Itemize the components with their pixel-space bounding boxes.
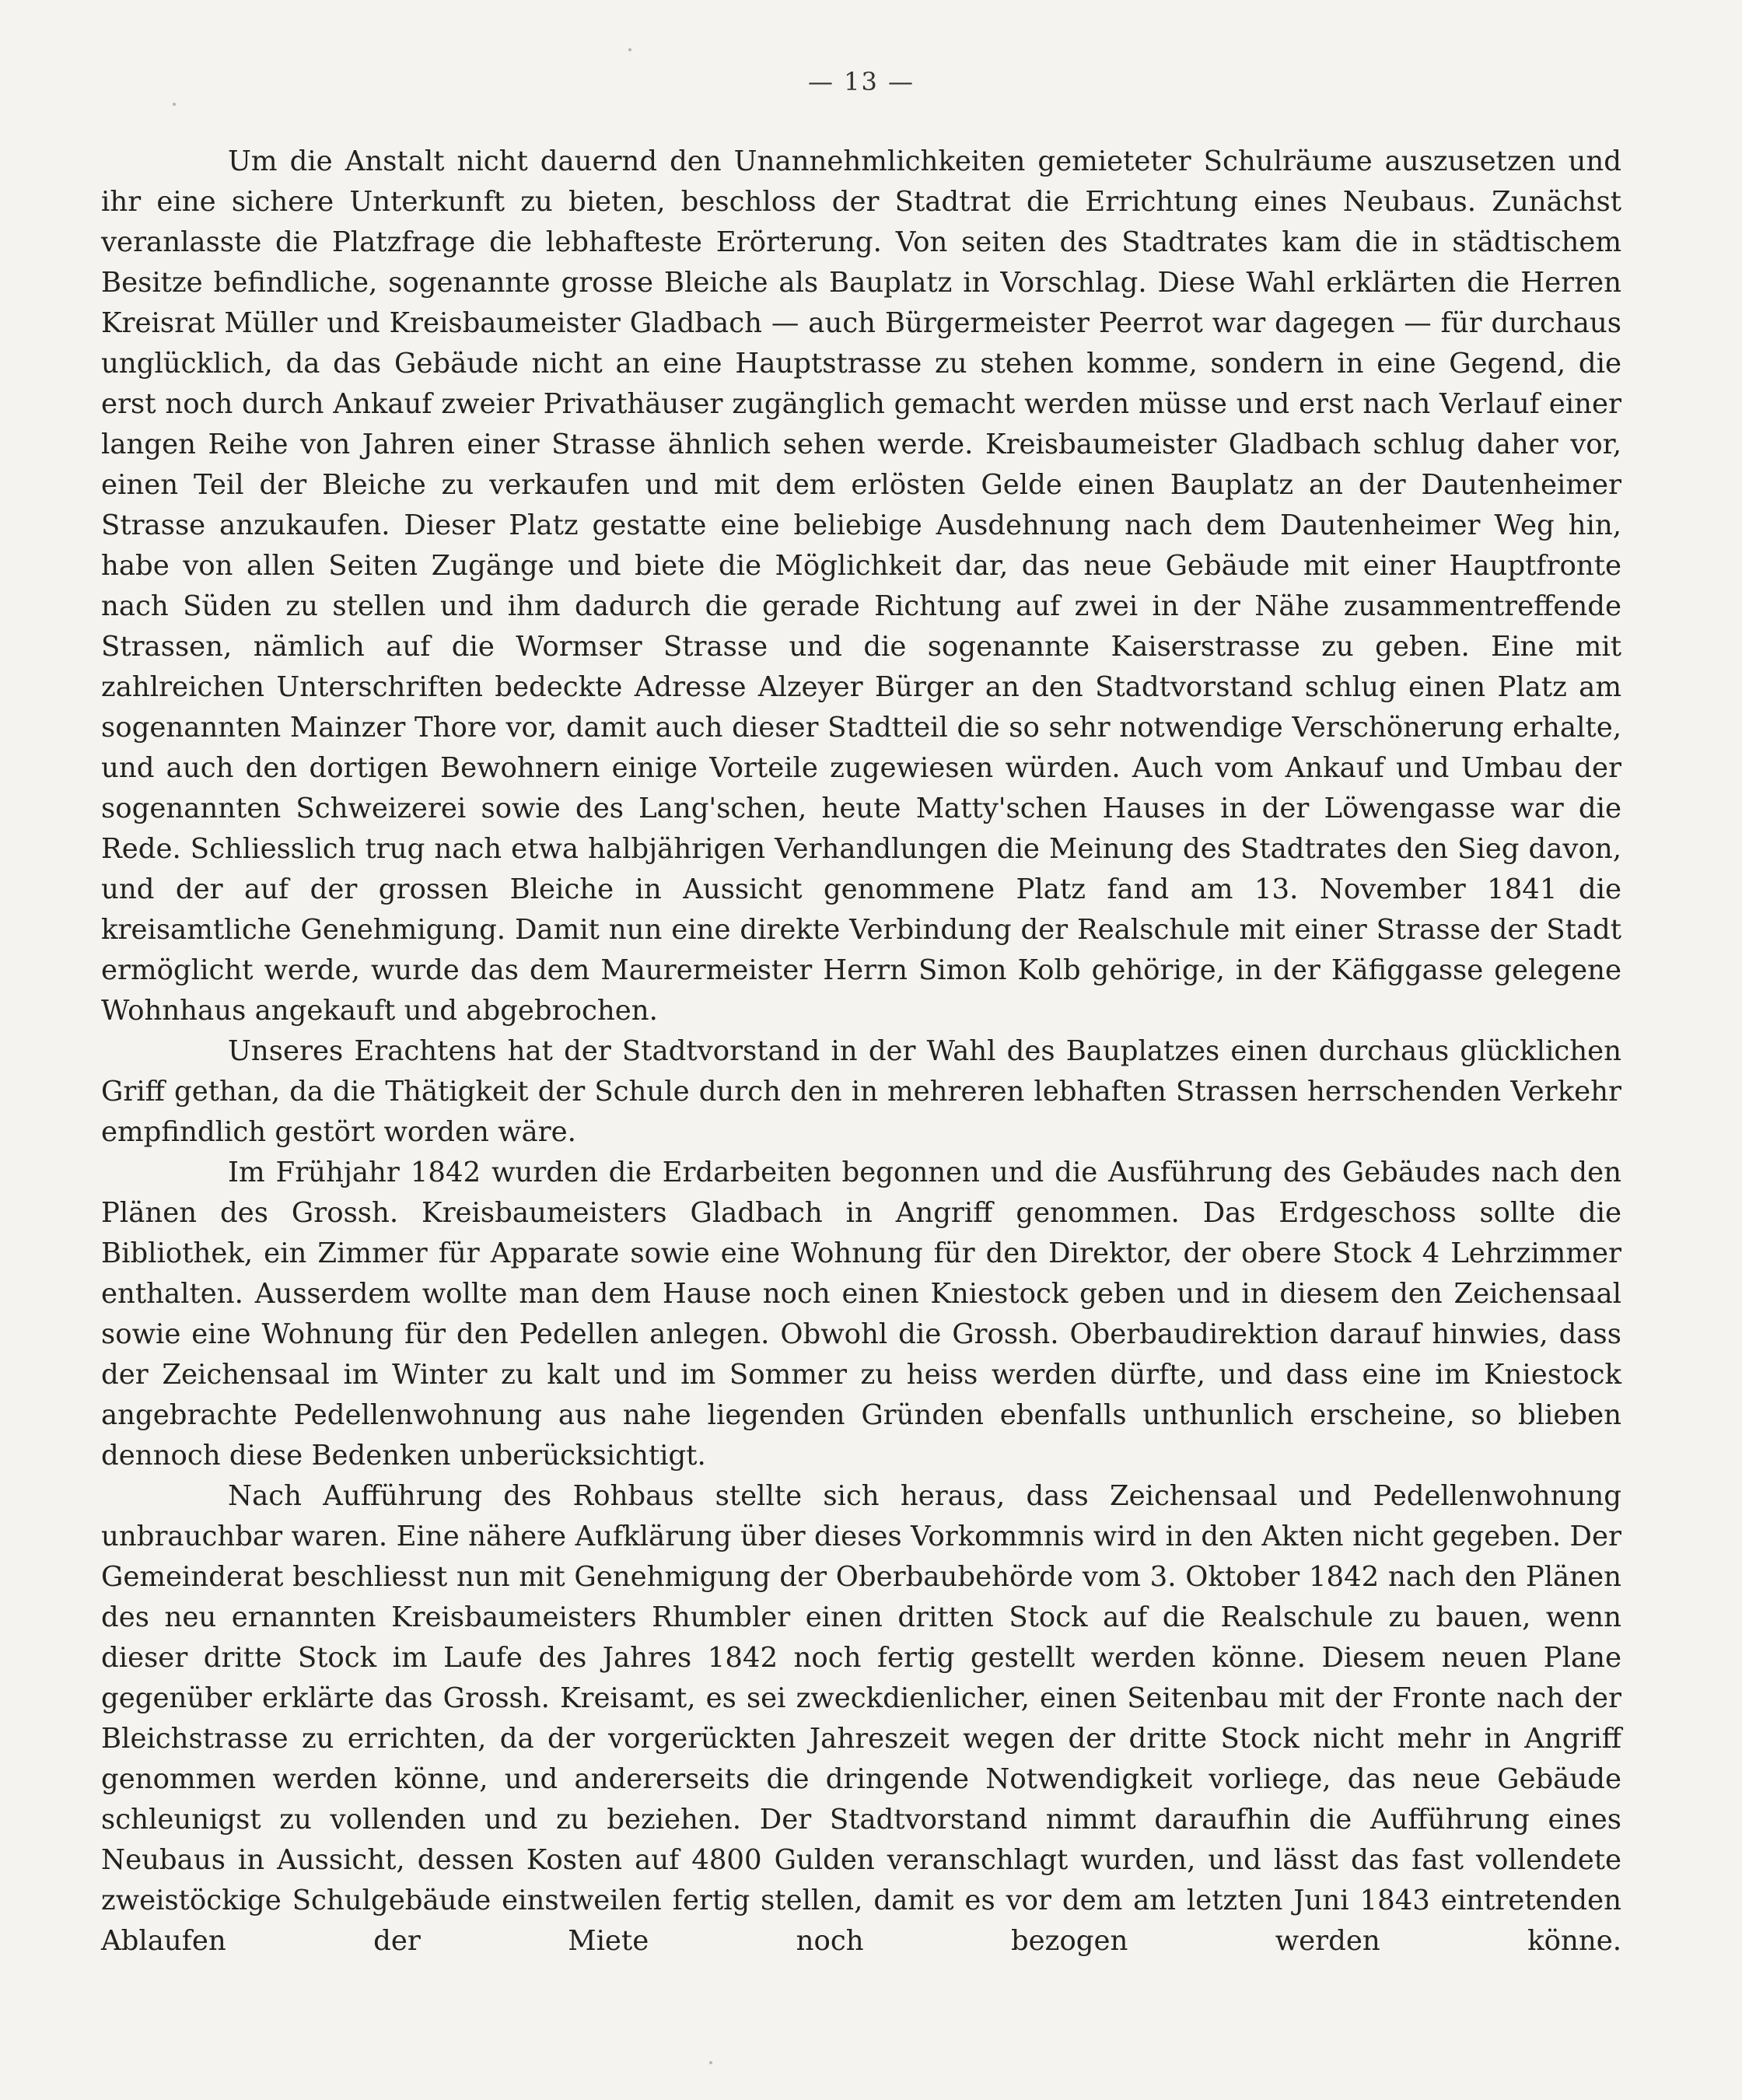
page-number: — 13 — [807, 67, 915, 96]
scan-speck [709, 2061, 712, 2064]
paragraph-3: Im Frühjahr 1842 wurden die Erdarbeiten begonnen und die Ausführung des Gebäudes nach den Plänen des Grossh. Kreisbaumeisters Gladbach in Angriff genommen. Das Erdgeschoss sollte die Bibliothek, ein Zimmer für Apparate sowie eine Wohnung für den Direktor, der obere Stock 4 Lehrzimmer enthalten. Ausserdem wollte man dem Hause noch einen Kniestock geben und in diesem den Zeichensaal sowie eine Wohnung für den Pedellen anlegen. Obwohl die Grossh. Oberbaudirektion darauf hinwies, dass der Zeichensaal im Winter zu kalt und im Sommer zu heiss werden dürfte, und dass eine im Kniestock angebrachte Pedellenwohnung aus nahe liegenden Gründen ebenfalls unthunlich erscheine, so blieben dennoch diese Bedenken unberücksichtigt. [101, 1157, 1621, 1472]
body-text [101, 142, 1621, 1962]
paragraph-1: Um die Anstalt nicht dauernd den Unannehmlichkeiten gemieteter Schulräume auszusetzen und ihr eine sichere Unterkunft zu bieten, beschloss der Stadtrat die Errichtung eines Neubaus. Zunächst veranlasste die Platzfrage die lebhafteste Erörterung. Von seiten des Stadtrates kam die in städtischem Besitze befindliche, sogenannte grosse Bleiche als Bauplatz in Vorschlag. Diese Wahl erklärten die Herren Kreisrat Müller und Kreisbaumeister Gladbach — auch Bürgermeister Peerrot war dagegen — für durchaus unglücklich, da das Gebäude nicht an eine Hauptstrasse zu stehen komme, sondern in eine Gegend, die erst noch durch Ankauf zweier Privathäuser zugänglich gemacht werden müsse und erst nach Verlauf einer langen Reihe von Jahren einer Strasse ähnlich sehen werde. Kreisbaumeister Gladbach schlug daher vor, einen Teil der Bleiche zu verkaufen und mit dem erlösten Gelde einen Bauplatz an der Dautenheimer Strasse anzukaufen. Dieser Platz gestatte eine beliebige Ausdehnung nach dem Dautenheimer Weg hin, habe von allen Seiten Zugänge und biete die Möglichkeit dar, das neue Gebäude mit einer Hauptfronte nach Süden zu stellen und ihm dadurch die gerade Richtung auf zwei in der Nähe zusammentreffende Strassen, nämlich auf die Wormser Strasse und die sogenannte Kaiserstrasse zu geben. Eine mit zahlreichen Unterschriften bedeckte Adresse Alzeyer Bürger an den Stadtvorstand schlug einen Platz am sogenannten Mainzer Thore vor, damit auch dieser Stadtteil die so sehr notwendige Verschönerung erhalte, und auch den dortigen Bewohnern einige Vorteile zugewiesen würden. Auch vom Ankauf und Umbau der sogenannten Schweizerei sowie des Lang'schen, heute Matty'schen Hauses in der Löwengasse war die Rede. Schliesslich trug nach etwa halbjährigen Verhandlungen die Meinung des Stadtrates den Sieg davon, und der auf der grossen Bleiche in Aussicht genommene Platz fand am 13. November 1841 die kreisamtliche Genehmigung. Damit nun eine direkte Verbindung der Realschule mit einer Strasse der Stadt ermöglicht werde, wurde das dem Maurermeister Herrn Simon Kolb gehörige, in der Käfiggasse gelegene Wohnhaus angekauft und abgebrochen. [101, 145, 1621, 1027]
paragraph-4: Nach Aufführung des Rohbaus stellte sich heraus, dass Zeichensaal und Pedellenwohnung unbrauchbar waren. Eine nähere Aufklärung über dieses Vorkommnis wird in den Akten nicht gegeben. Der Gemeinderat beschliesst nun mit Genehmigung der Oberbaubehörde vom 3. Oktober 1842 nach den Plänen des neu ernannten Kreisbaumeisters Rhumbler einen dritten Stock auf die Realschule zu bauen, wenn dieser dritte Stock im Laufe des Jahres 1842 noch fertig gestellt werden könne. Diesem neuen Plane gegenüber erklärte das Grossh. Kreisamt, es sei zweckdienlicher, einen Seitenbau mit der Fronte nach der Bleichstrasse zu errichten, da der vorgerückten Jahreszeit wegen der dritte Stock nicht mehr in Angriff genommen werden könne, und andererseits die dringende Notwendigkeit vorliege, das neue Gebäude schleunigst zu vollenden und zu beziehen. Der Stadtvorstand nimmt daraufhin die Aufführung eines Neubaus in Aussicht, dessen Kosten auf 4800 Gulden veranschlagt wurden, und lässt das fast vollendete zweistöckige Schulgebäude einstweilen fertig stellen, damit es vor dem am letzten Juni 1843 eintretenden Ablaufen der Miete noch bezogen werden könne. [101, 1480, 1621, 1957]
scan-speck [628, 48, 631, 51]
scan-speck [173, 103, 176, 106]
paragraph-2: Unseres Erachtens hat der Stadtvorstand in der Wahl des Bauplatzes einen durchaus glücklichen Griff gethan, da die Thätigkeit der Schule durch den in mehreren lebhaften Strassen herrschenden Verkehr empfindlich gestört worden wäre. [101, 1035, 1621, 1148]
